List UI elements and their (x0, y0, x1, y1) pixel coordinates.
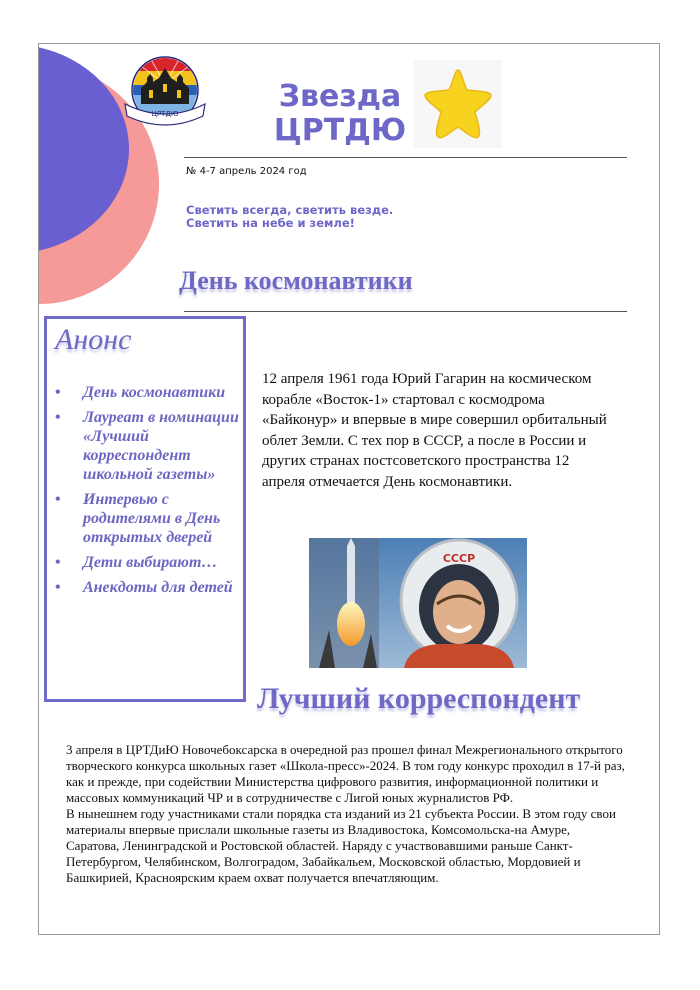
svg-text:СССР: СССР (442, 552, 476, 565)
issue-info: № 4-7 апрель 2024 год (186, 166, 307, 177)
announce-item: • Анекдоты для детей (55, 578, 241, 597)
school-logo (119, 54, 211, 134)
header-rule (184, 157, 627, 158)
newspaper-title (265, 80, 415, 148)
section-rule (184, 311, 627, 312)
paragraph: В нынешнем году участниками стали порядка ста изданий из 21 субъекта России. В этом году свои материалы впервые прислали школьные газеты из Владивостока, Комсомольска-на Амуре, Саратова, Ленинградской и Ростовской областей. Наряду с участвовавшими раньше Санкт-Петербургом, Челябинском, Волгоградом, Забайкальем, Московской областью, Мордовией и Башкирией, Красноярским краем охват получается впечатляющим. (66, 806, 616, 885)
newsletter-page (38, 43, 660, 935)
motto-line-2: Светить на небе и земле! (186, 216, 355, 230)
announce-item: • Лауреат в номинации «Лучший корреспондент школьной газеты» (55, 408, 241, 484)
heading-cosmonautics-day: День космонавтики (179, 266, 413, 295)
best-correspondent-text (66, 742, 626, 886)
heading-best-correspondent: Лучший корреспондент (257, 682, 581, 715)
logo-caption: ЦРТДЮ (151, 110, 179, 118)
paragraph: 3 апреля в ЦРТДиЮ Новочебоксарска в очередной раз прошел финал Межрегионального открытого творческого конкурса школьных газет «Школа-пресс»-2024. В том году конкурс проходил в 17-й раз, как и прежде, при содействии Министерства цифрового развития, информационной политики и массовых коммуникаций ЧР и в сотрудничестве с Лигой юных журналистов РФ. (66, 742, 625, 805)
title-line-2: ЦРТДЮ (273, 113, 407, 148)
star-image (414, 60, 502, 148)
announce-item: • День космонавтики (55, 383, 241, 402)
title-line-1: Звезда (278, 79, 402, 114)
announce-box (44, 316, 246, 702)
motto-line-1: Светить всегда, светить везде. (186, 203, 394, 217)
motto (186, 204, 393, 230)
cosmonautics-text: 12 апреля 1961 года Юрий Гагарин на космическом корабле «Восток-1» стартовал с космодрома «Байконур» и впервые в мире совершил орбитальный облет Земли. С тех пор в СССР, а после в России и других странах постсоветского пространства 12 апреля отмечается День космонавтики. (262, 371, 607, 490)
announce-title: Анонс (55, 323, 132, 356)
gagarin-photo (309, 538, 527, 668)
star-icon (414, 60, 502, 148)
announce-item: • Интервью с родителями в День открытых дверей (55, 490, 241, 547)
announce-item: • Дети выбирают… (55, 553, 241, 572)
announce-list (55, 383, 241, 603)
